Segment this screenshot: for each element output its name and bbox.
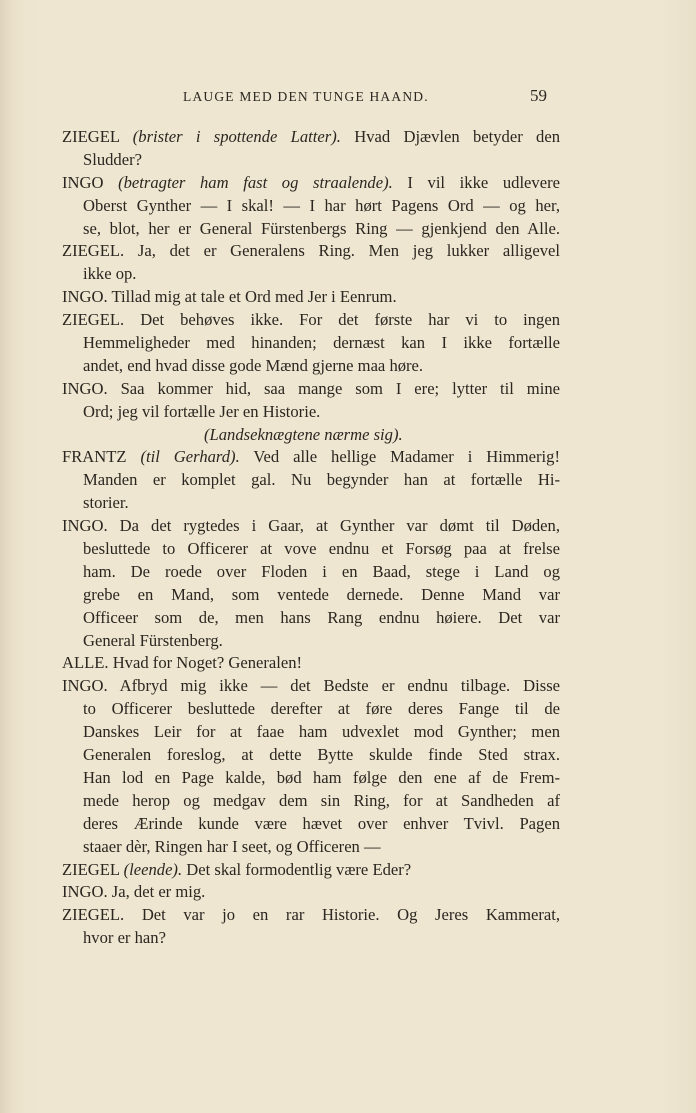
text-line	[62, 813, 560, 836]
speech-text: deres Ærinde kunde være hævet over enhver Tvivl. Pagen	[83, 813, 560, 833]
speech-text: Tillad mig at tale et Ord med Jer i Eenrum.	[111, 287, 397, 307]
text-line	[62, 263, 560, 286]
text-line	[62, 561, 560, 584]
text-line	[62, 904, 560, 927]
speaker-name: INGO.	[62, 378, 108, 398]
speech-text: Det var jo en rar Historie. Og Jeres Kammerat,	[141, 905, 560, 925]
text-line	[62, 195, 560, 218]
stage-direction: (til Gerhard).	[140, 447, 240, 467]
speech-text: Han lod en Page kalde, bød ham følge den ene af de Frem-	[83, 767, 560, 787]
stage-direction: (Landseknægtene nærme sig).	[204, 424, 403, 444]
speech-text: Generalen foreslog, at dette Bytte skulde finde Sted strax.	[83, 745, 560, 765]
text-line	[62, 744, 560, 767]
speech-text: se, blot, her er General Fürstenbergs Ring — gjenkjend den Alle.	[83, 218, 560, 238]
text-line	[62, 172, 560, 195]
text-line	[62, 309, 560, 332]
page-number: 59	[530, 86, 547, 105]
speech-text: Manden er komplet gal. Nu begynder han at fortælle Hi-	[83, 470, 560, 490]
speech-text: Hvad Djævlen betyder den	[354, 127, 561, 146]
running-title: LAUGE MED DEN TUNGE HAAND.	[183, 89, 429, 104]
speech-text: ikke op.	[83, 264, 137, 284]
speaker-name: INGO.	[62, 287, 108, 307]
speech-text: Hemmeligheder med hinanden; dernæst kan I ikke fortælle	[83, 333, 560, 353]
text-line	[62, 126, 560, 149]
text-line	[62, 401, 560, 424]
speech-text: Officeer som de, men hans Rang endnu høiere. Det var	[83, 607, 560, 627]
text-line	[62, 332, 560, 355]
text-line	[62, 881, 560, 904]
speaker-name: ZIEGEL.	[62, 241, 125, 261]
text-line	[62, 859, 560, 882]
speaker-name: FRANTZ	[62, 447, 127, 467]
speech-text: Det skal formodentlig være Eder?	[186, 859, 412, 879]
text-line	[62, 240, 560, 263]
speaker-name: ZIEGEL.	[62, 905, 125, 925]
speech-text: I vil ikke udlevere	[407, 172, 560, 192]
text-line	[62, 675, 560, 698]
text-line	[62, 424, 560, 447]
speech-text: Afbryd mig ikke — det Bedste er endnu tilbage. Disse	[119, 676, 561, 696]
speech-text: Oberst Gynther — I skal! — I har hørt Pagens Ord — og her,	[83, 195, 560, 215]
speaker-name: ZIEGEL.	[62, 310, 125, 330]
speech-text: Sludder?	[83, 149, 142, 169]
stage-direction: (brister i spottende Latter).	[132, 127, 341, 146]
speaker-name: ZIEGEL	[62, 859, 120, 879]
text-line	[62, 630, 560, 653]
speaker-name: INGO.	[62, 676, 108, 696]
speech-text: andet, end hvad disse gode Mænd gjerne maa høre.	[83, 355, 424, 375]
stage-direction: (leende).	[123, 859, 183, 879]
text-line	[62, 469, 560, 492]
text-line	[62, 286, 560, 309]
speaker-name: INGO.	[62, 882, 108, 902]
page-header	[0, 86, 696, 110]
text-line	[62, 721, 560, 744]
speech-text: Saa kommer hid, saa mange som I ere; lytter til mine	[120, 378, 560, 398]
speech-text: hvor er han?	[83, 928, 166, 948]
speech-text: storier.	[83, 493, 129, 513]
speaker-name: INGO	[62, 172, 104, 192]
text-line	[62, 607, 560, 630]
speech-text: besluttede to Officerer at vove endnu et Forsøg paa at frelse	[83, 539, 560, 559]
speech-text: General Fürstenberg.	[83, 630, 223, 650]
text-line	[62, 218, 560, 241]
text-line	[62, 492, 560, 515]
play-text	[62, 126, 560, 950]
speech-text: Hvad for Noget? Generalen!	[112, 653, 303, 673]
text-line	[62, 584, 560, 607]
text-line	[62, 538, 560, 561]
speech-text: Ved alle hellige Madamer i Himmerig!	[253, 447, 560, 467]
text-line	[62, 149, 560, 172]
speech-text: Ja, det er mig.	[111, 882, 206, 902]
text-line	[62, 652, 560, 675]
speech-text: Ord; jeg vil fortælle Jer en Historie.	[83, 401, 321, 421]
speech-text: staaer dèr, Ringen har I seet, og Officeren —	[83, 836, 381, 856]
text-line	[62, 836, 560, 859]
speech-text: Det behøves ikke. For det første har vi to ingen	[140, 310, 560, 330]
speech-text: mede herop og medgav dem sin Ring, for at Sandheden af	[83, 790, 560, 810]
speech-text: to Officerer besluttede derefter at føre deres Fange til de	[83, 699, 560, 719]
speaker-name: ZIEGEL	[62, 127, 120, 146]
speech-text: ham. De roede over Floden i en Baad, stege i Land og	[83, 561, 560, 581]
text-line	[62, 355, 560, 378]
text-line	[62, 927, 560, 950]
speech-text: Ja, det er Generalens Ring. Men jeg lukker alligevel	[137, 241, 560, 261]
speech-text: grebe en Mand, som ventede dernede. Denne Mand var	[83, 584, 560, 604]
speech-text: Da det rygtedes i Gaar, at Gynther var dømt til Døden,	[119, 516, 560, 536]
text-line	[62, 515, 560, 538]
speech-text: Danskes Leir for at faae ham udvexlet mod Gynther; men	[83, 722, 560, 742]
speaker-name: ALLE.	[62, 653, 109, 673]
speaker-name: INGO.	[62, 516, 108, 536]
stage-direction: (betragter ham fast og straalende).	[118, 172, 393, 192]
text-line	[62, 767, 560, 790]
text-line	[62, 446, 560, 469]
text-line	[62, 790, 560, 813]
text-line	[62, 698, 560, 721]
text-line	[62, 378, 560, 401]
